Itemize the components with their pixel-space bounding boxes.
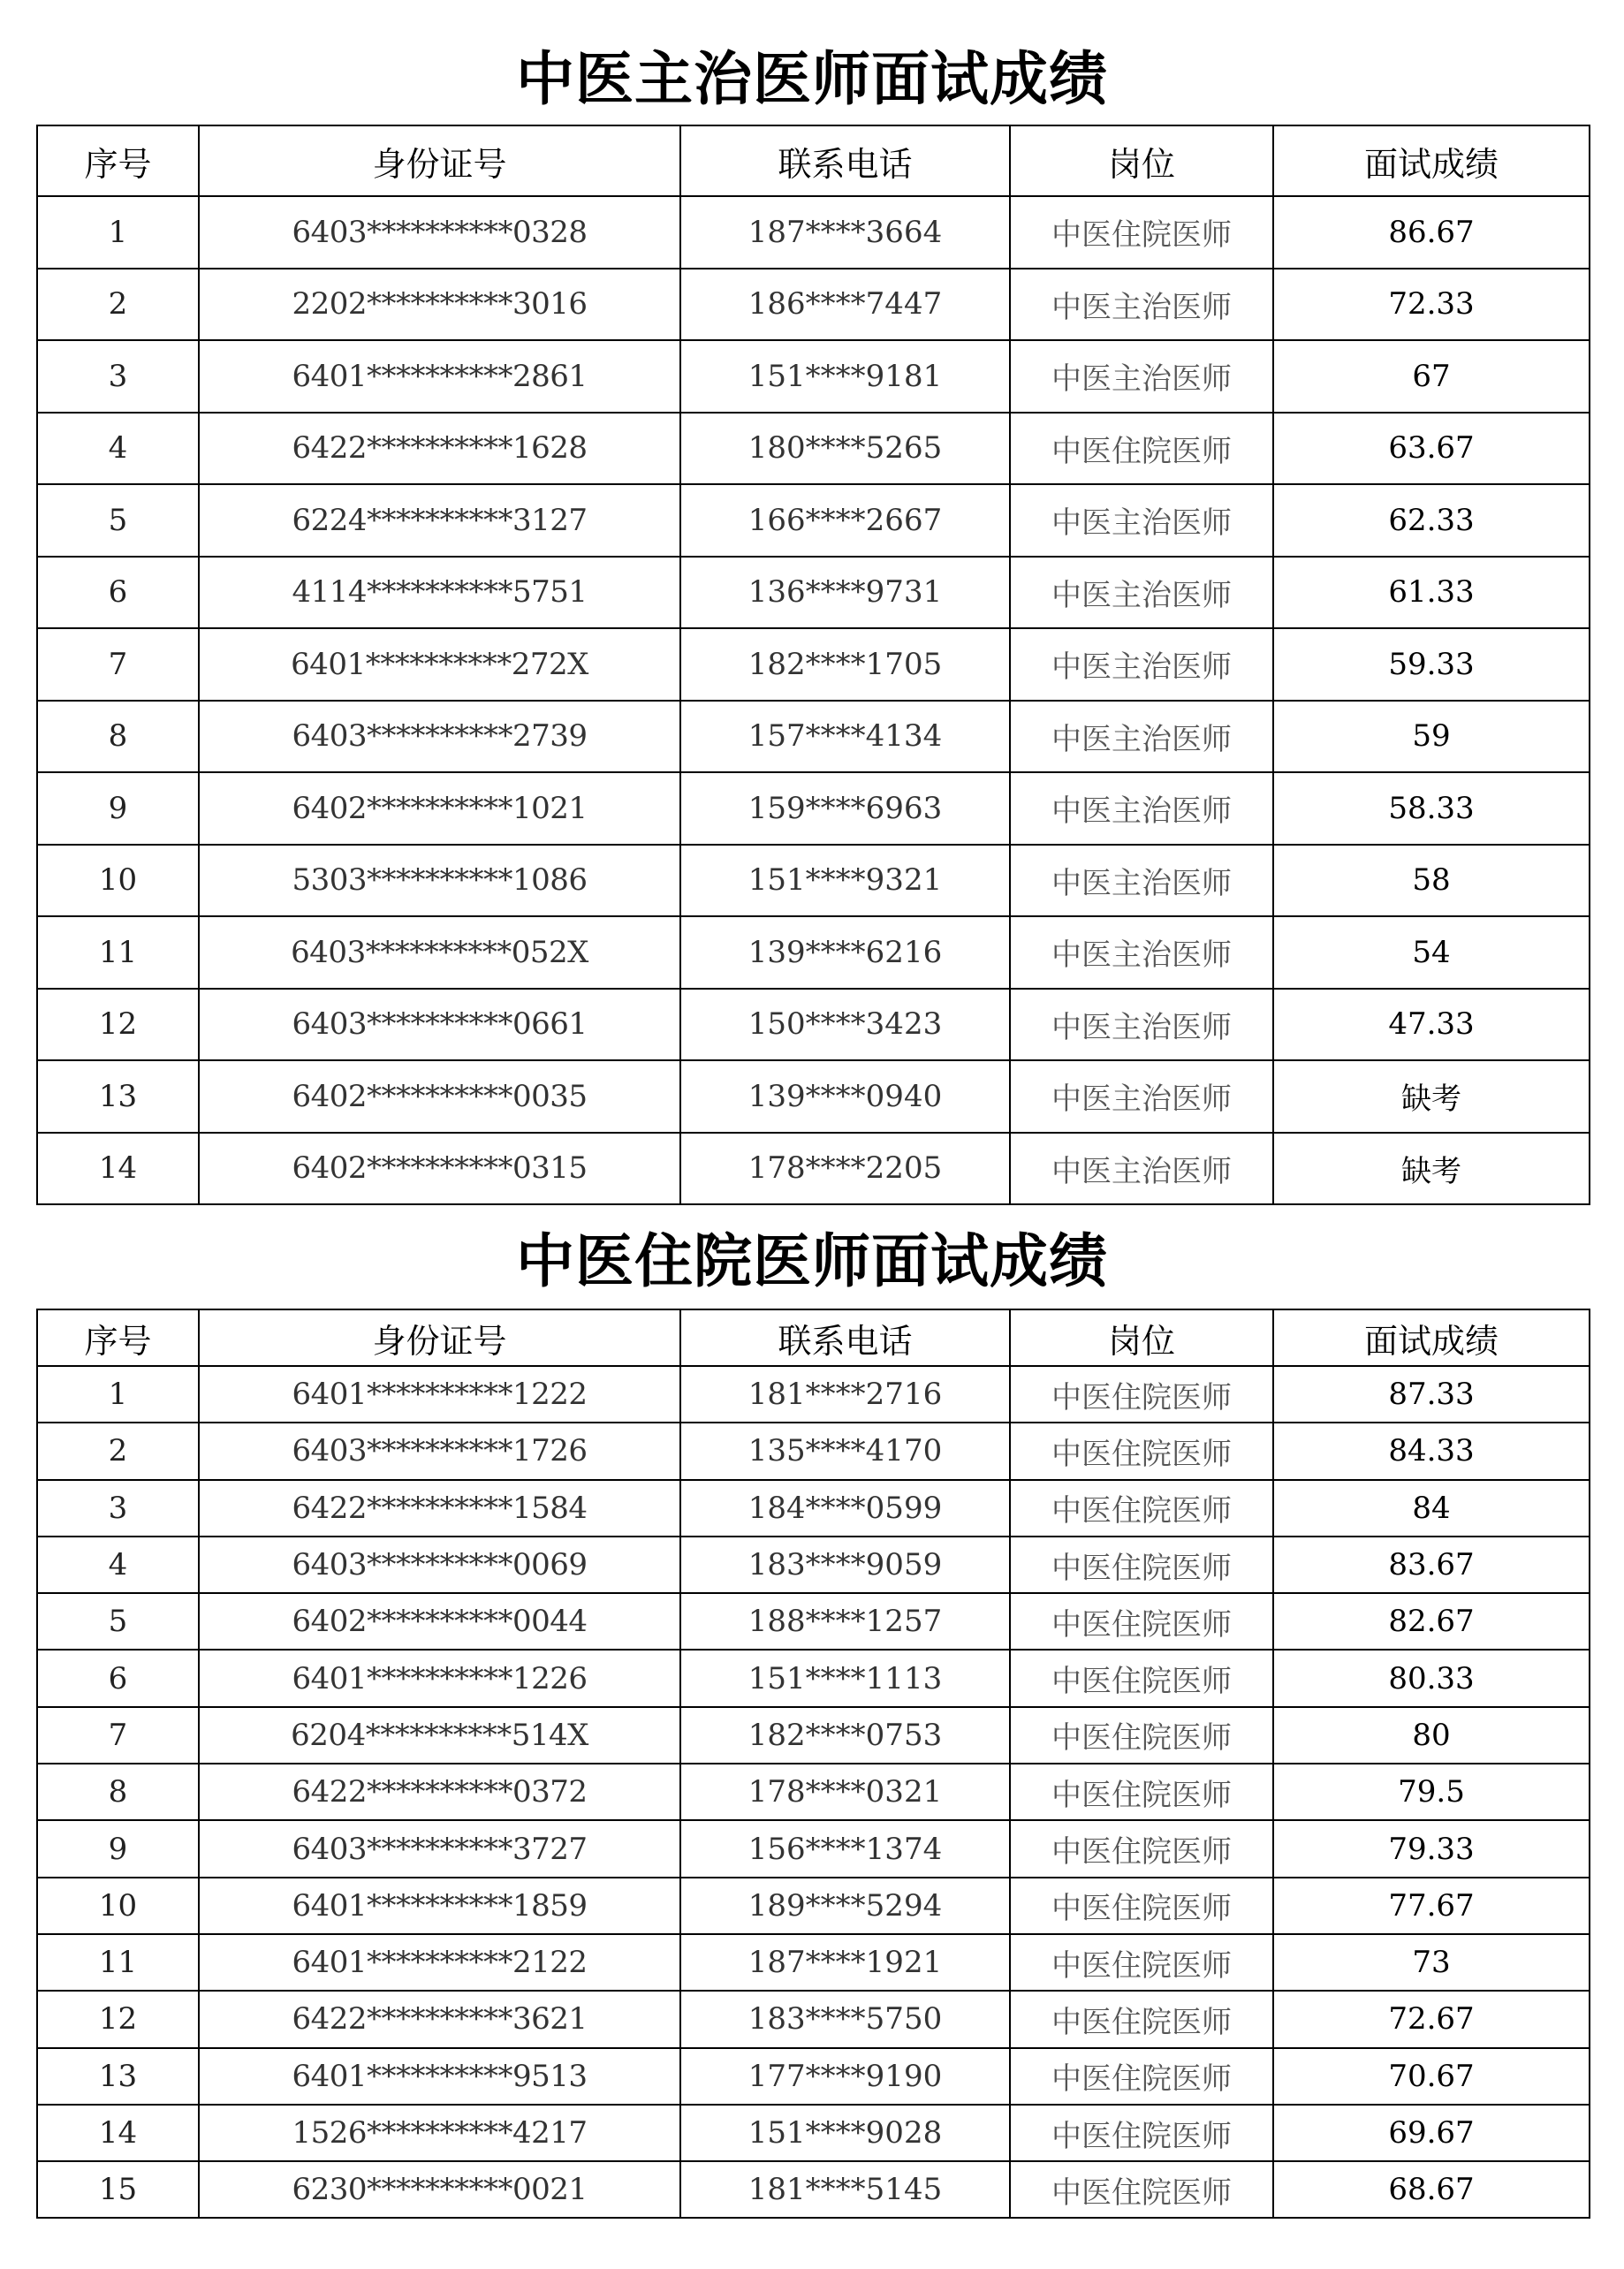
- cell-score: 58.33: [1273, 772, 1590, 845]
- cell-id-number: 6402**********1021: [199, 772, 680, 845]
- cell-id-number: 6401**********1226: [199, 1650, 680, 1706]
- cell-phone: 135****4170: [680, 1423, 1010, 1479]
- cell-no: 15: [37, 2161, 199, 2218]
- table-row: [37, 1480, 1590, 1537]
- cell-score: 59.33: [1273, 628, 1590, 701]
- cell-score: 80: [1273, 1707, 1590, 1764]
- cell-position: 中医住院医师: [1010, 196, 1273, 269]
- cell-position: 中医住院医师: [1010, 1650, 1273, 1706]
- cell-phone: 151****9321: [680, 845, 1010, 917]
- cell-phone: 139****0940: [680, 1060, 1010, 1133]
- cell-position: 中医住院医师: [1010, 2105, 1273, 2161]
- cell-position: 中医住院医师: [1010, 1934, 1273, 1991]
- cell-score: 63.67: [1273, 413, 1590, 485]
- cell-position: 中医住院医师: [1010, 1423, 1273, 1479]
- cell-no: 5: [37, 1593, 199, 1650]
- cell-no: 14: [37, 2105, 199, 2161]
- cell-id-number: 6403**********0328: [199, 196, 680, 269]
- cell-id-number: 6403**********2739: [199, 701, 680, 773]
- cell-position: 中医主治医师: [1010, 989, 1273, 1061]
- cell-no: 12: [37, 1991, 199, 2047]
- cell-position: 中医主治医师: [1010, 557, 1273, 629]
- cell-score: 47.33: [1273, 989, 1590, 1061]
- cell-id-number: 6422**********1628: [199, 413, 680, 485]
- table-header-row: [37, 1309, 1590, 1366]
- cell-phone: 156****1374: [680, 1820, 1010, 1877]
- cell-position: 中医主治医师: [1010, 701, 1273, 773]
- cell-position: 中医住院医师: [1010, 1878, 1273, 1934]
- cell-phone: 181****2716: [680, 1366, 1010, 1423]
- cell-phone: 178****0321: [680, 1764, 1010, 1820]
- cell-no: 10: [37, 1878, 199, 1934]
- table-row: [37, 340, 1590, 413]
- cell-no: 6: [37, 1650, 199, 1706]
- cell-phone: 189****5294: [680, 1878, 1010, 1934]
- cell-id-number: 6224**********3127: [199, 484, 680, 557]
- cell-position: 中医住院医师: [1010, 1366, 1273, 1423]
- cell-score: 83.67: [1273, 1537, 1590, 1593]
- cell-no: 9: [37, 1820, 199, 1877]
- cell-phone: 186****7447: [680, 269, 1010, 341]
- cell-score: 87.33: [1273, 1366, 1590, 1423]
- cell-id-number: 6403**********1726: [199, 1423, 680, 1479]
- cell-no: 12: [37, 989, 199, 1061]
- cell-id-number: 1526**********4217: [199, 2105, 680, 2161]
- cell-id-number: 6401**********1222: [199, 1366, 680, 1423]
- cell-phone: 139****6216: [680, 916, 1010, 989]
- table-row: [37, 1650, 1590, 1706]
- cell-score: 68.67: [1273, 2161, 1590, 2218]
- cell-score: 缺考: [1273, 1133, 1590, 1205]
- cell-phone: 180****5265: [680, 413, 1010, 485]
- cell-no: 6: [37, 557, 199, 629]
- cell-phone: 187****1921: [680, 1934, 1010, 1991]
- cell-no: 7: [37, 628, 199, 701]
- cell-position: 中医住院医师: [1010, 1537, 1273, 1593]
- cell-phone: 136****9731: [680, 557, 1010, 629]
- table-header-row: [37, 125, 1590, 196]
- cell-position: 中医主治医师: [1010, 1133, 1273, 1205]
- cell-no: 2: [37, 1423, 199, 1479]
- cell-phone: 184****0599: [680, 1480, 1010, 1537]
- table-body: [37, 1366, 1590, 2218]
- cell-score: 72.33: [1273, 269, 1590, 341]
- cell-id-number: 6401**********1859: [199, 1878, 680, 1934]
- cell-score: 79.5: [1273, 1764, 1590, 1820]
- table-row: [37, 1060, 1590, 1133]
- table-row: [37, 701, 1590, 773]
- cell-position: 中医主治医师: [1010, 1060, 1273, 1133]
- cell-score: 62.33: [1273, 484, 1590, 557]
- cell-id-number: 6401**********272X: [199, 628, 680, 701]
- table-row: [37, 557, 1590, 629]
- cell-position: 中医住院医师: [1010, 1820, 1273, 1877]
- cell-position: 中医主治医师: [1010, 845, 1273, 917]
- cell-id-number: 6422**********1584: [199, 1480, 680, 1537]
- cell-phone: 151****1113: [680, 1650, 1010, 1706]
- table-row: [37, 1537, 1590, 1593]
- table-row: [37, 1934, 1590, 1991]
- cell-phone: 151****9181: [680, 340, 1010, 413]
- cell-score: 58: [1273, 845, 1590, 917]
- cell-score: 72.67: [1273, 1991, 1590, 2047]
- cell-score: 69.67: [1273, 2105, 1590, 2161]
- cell-no: 14: [37, 1133, 199, 1205]
- cell-phone: 188****1257: [680, 1593, 1010, 1650]
- cell-id-number: 6204**********514X: [199, 1707, 680, 1764]
- cell-score: 73: [1273, 1934, 1590, 1991]
- table-body: [37, 196, 1590, 1204]
- table-row: [37, 1878, 1590, 1934]
- header-phone: 联系电话: [680, 125, 1010, 196]
- header-position: 岗位: [1010, 1309, 1273, 1366]
- cell-score: 61.33: [1273, 557, 1590, 629]
- cell-no: 13: [37, 1060, 199, 1133]
- header-phone: 联系电话: [680, 1309, 1010, 1366]
- cell-id-number: 6403**********3727: [199, 1820, 680, 1877]
- cell-position: 中医住院医师: [1010, 1480, 1273, 1537]
- resident-physician-scores-table: [36, 1309, 1590, 2219]
- cell-id-number: 4114**********5751: [199, 557, 680, 629]
- cell-score: 77.67: [1273, 1878, 1590, 1934]
- table-row: [37, 1764, 1590, 1820]
- cell-position: 中医主治医师: [1010, 916, 1273, 989]
- cell-id-number: 6402**********0315: [199, 1133, 680, 1205]
- cell-position: 中医住院医师: [1010, 1764, 1273, 1820]
- cell-phone: 181****5145: [680, 2161, 1010, 2218]
- cell-position: 中医住院医师: [1010, 1991, 1273, 2047]
- cell-no: 5: [37, 484, 199, 557]
- cell-position: 中医主治医师: [1010, 628, 1273, 701]
- cell-id-number: 5303**********1086: [199, 845, 680, 917]
- table-row: [37, 1991, 1590, 2047]
- cell-id-number: 6402**********0044: [199, 1593, 680, 1650]
- cell-phone: 183****5750: [680, 1991, 1010, 2047]
- cell-position: 中医住院医师: [1010, 1593, 1273, 1650]
- cell-phone: 182****0753: [680, 1707, 1010, 1764]
- cell-position: 中医住院医师: [1010, 1707, 1273, 1764]
- cell-phone: 159****6963: [680, 772, 1010, 845]
- header-no: 序号: [37, 1309, 199, 1366]
- cell-no: 10: [37, 845, 199, 917]
- cell-no: 3: [37, 1480, 199, 1537]
- cell-phone: 178****2205: [680, 1133, 1010, 1205]
- cell-score: 80.33: [1273, 1650, 1590, 1706]
- cell-no: 11: [37, 1934, 199, 1991]
- cell-id-number: 6401**********2861: [199, 340, 680, 413]
- cell-score: 84: [1273, 1480, 1590, 1537]
- header-position: 岗位: [1010, 125, 1273, 196]
- cell-no: 4: [37, 413, 199, 485]
- cell-no: 2: [37, 269, 199, 341]
- cell-phone: 166****2667: [680, 484, 1010, 557]
- header-id-number: 身份证号: [199, 125, 680, 196]
- header-no: 序号: [37, 125, 199, 196]
- cell-position: 中医主治医师: [1010, 484, 1273, 557]
- cell-score: 70.67: [1273, 2048, 1590, 2105]
- cell-phone: 187****3664: [680, 196, 1010, 269]
- table-row: [37, 1133, 1590, 1205]
- table-row: [37, 989, 1590, 1061]
- table-row: [37, 916, 1590, 989]
- cell-score: 缺考: [1273, 1060, 1590, 1133]
- header-score: 面试成绩: [1273, 125, 1590, 196]
- cell-id-number: 6422**********0372: [199, 1764, 680, 1820]
- table-row: [37, 2048, 1590, 2105]
- table-row: [37, 1423, 1590, 1479]
- cell-position: 中医住院医师: [1010, 2161, 1273, 2218]
- table-row: [37, 2105, 1590, 2161]
- cell-position: 中医住院医师: [1010, 413, 1273, 485]
- cell-score: 59: [1273, 701, 1590, 773]
- cell-id-number: 6403**********0069: [199, 1537, 680, 1593]
- cell-no: 13: [37, 2048, 199, 2105]
- attending-physician-scores-table: [36, 125, 1590, 1205]
- cell-id-number: 6401**********2122: [199, 1934, 680, 1991]
- cell-position: 中医主治医师: [1010, 340, 1273, 413]
- table-row: [37, 269, 1590, 341]
- cell-id-number: 6401**********9513: [199, 2048, 680, 2105]
- cell-position: 中医住院医师: [1010, 2048, 1273, 2105]
- table-row: [37, 1593, 1590, 1650]
- table-row: [37, 845, 1590, 917]
- header-score: 面试成绩: [1273, 1309, 1590, 1366]
- cell-score: 54: [1273, 916, 1590, 989]
- cell-phone: 151****9028: [680, 2105, 1010, 2161]
- header-id-number: 身份证号: [199, 1309, 680, 1366]
- cell-phone: 157****4134: [680, 701, 1010, 773]
- cell-id-number: 6403**********052X: [199, 916, 680, 989]
- cell-position: 中医主治医师: [1010, 269, 1273, 341]
- cell-no: 8: [37, 701, 199, 773]
- cell-no: 7: [37, 1707, 199, 1764]
- cell-phone: 150****3423: [680, 989, 1010, 1061]
- cell-id-number: 2202**********3016: [199, 269, 680, 341]
- cell-score: 67: [1273, 340, 1590, 413]
- cell-score: 82.67: [1273, 1593, 1590, 1650]
- cell-score: 86.67: [1273, 196, 1590, 269]
- table-row: [37, 1366, 1590, 1423]
- cell-no: 4: [37, 1537, 199, 1593]
- table-row: [37, 1707, 1590, 1764]
- cell-score: 84.33: [1273, 1423, 1590, 1479]
- table-row: [37, 196, 1590, 269]
- cell-no: 1: [37, 196, 199, 269]
- cell-phone: 183****9059: [680, 1537, 1010, 1593]
- cell-id-number: 6422**********3621: [199, 1991, 680, 2047]
- table-row: [37, 484, 1590, 557]
- cell-no: 11: [37, 916, 199, 989]
- table-row: [37, 1820, 1590, 1877]
- table2-title: 中医住院医师面试成绩: [516, 1226, 1108, 1295]
- cell-id-number: 6403**********0661: [199, 989, 680, 1061]
- cell-id-number: 6230**********0021: [199, 2161, 680, 2218]
- cell-no: 8: [37, 1764, 199, 1820]
- table-row: [37, 413, 1590, 485]
- cell-no: 3: [37, 340, 199, 413]
- table1-title: 中医主治医师面试成绩: [516, 44, 1108, 113]
- table-row: [37, 2161, 1590, 2218]
- table-row: [37, 772, 1590, 845]
- cell-id-number: 6402**********0035: [199, 1060, 680, 1133]
- cell-phone: 177****9190: [680, 2048, 1010, 2105]
- cell-no: 1: [37, 1366, 199, 1423]
- cell-score: 79.33: [1273, 1820, 1590, 1877]
- cell-no: 9: [37, 772, 199, 845]
- table-row: [37, 628, 1590, 701]
- cell-phone: 182****1705: [680, 628, 1010, 701]
- cell-position: 中医主治医师: [1010, 772, 1273, 845]
